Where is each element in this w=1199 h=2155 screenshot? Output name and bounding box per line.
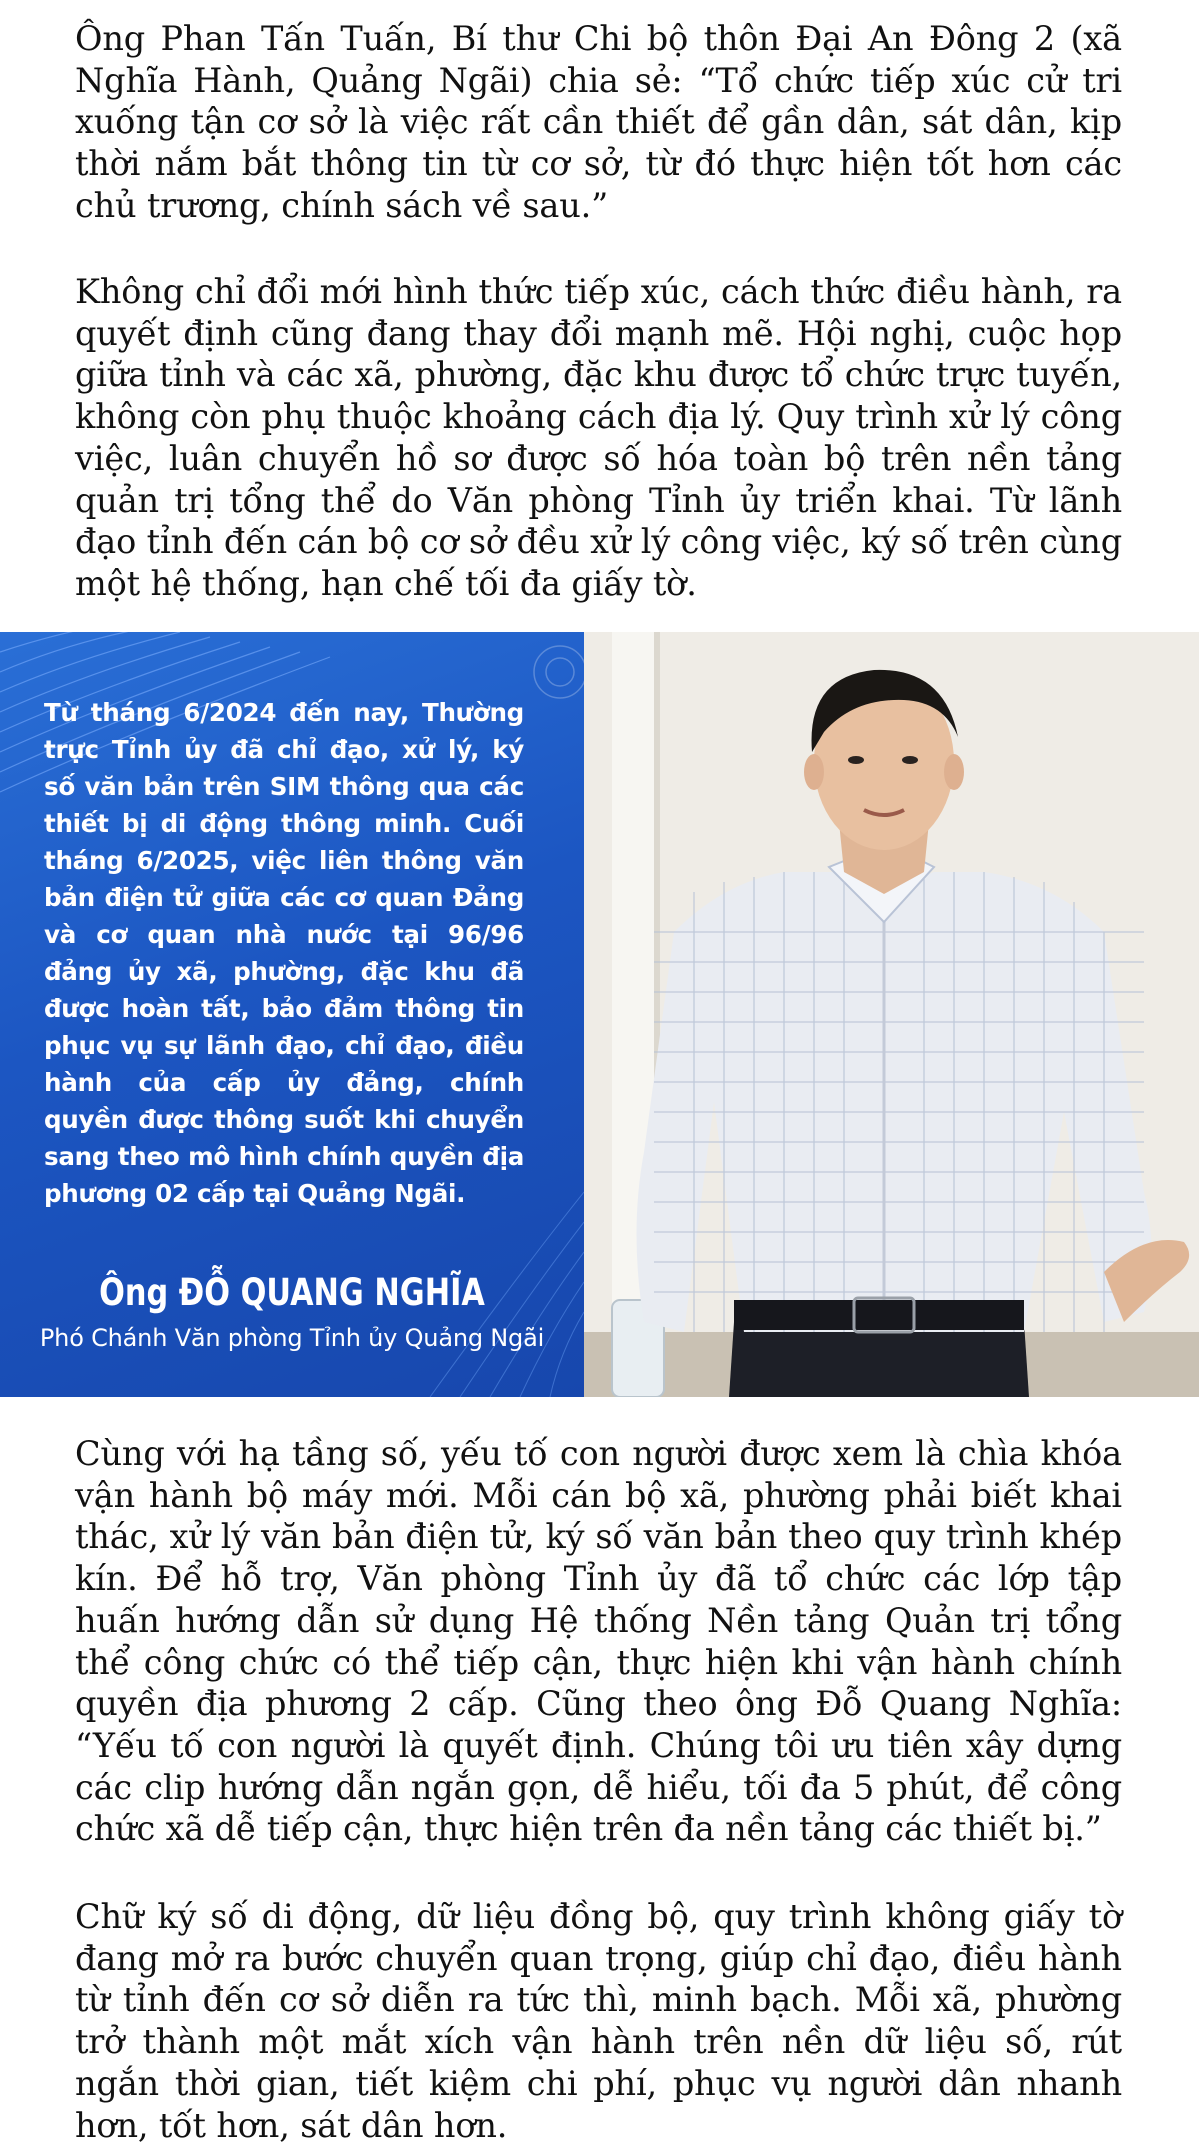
quote-panel bbox=[0, 632, 584, 1397]
article-paragraph-4: Chữ ký số di động, dữ liệu đồng bộ, quy trình không giấy tờ đang mở ra bước chuyển quan trọng, giúp chỉ đạo, điều hành từ tỉnh đến cơ sở diễn ra tức thì, minh bạch. Mỗi xã, phường trở thành một mắt xích vận hành trên nền dữ liệu số, rút ngắn thời gian, tiết kiệm chi phí, phục vụ người dân nhanh hơn, tốt hơn, sát dân hơn. bbox=[75, 1897, 1122, 2145]
article-paragraph-1: Ông Phan Tấn Tuấn, Bí thư Chi bộ thôn Đại An Đông 2 (xã Nghĩa Hành, Quảng Ngãi) chia sẻ: “Tổ chức tiếp xúc cử tri xuống tận cơ sở là việc rất cần thiết để gần dân, sát dân, kịp thời nắm bắt thông tin từ cơ sở, từ đó thực hiện tốt hơn các chủ trương, chính sách về sau.” bbox=[75, 19, 1122, 225]
speaker-role: Phó Chánh Văn phòng Tỉnh ủy Quảng Ngãi bbox=[39, 1324, 545, 1352]
article-paragraph-3: Cùng với hạ tầng số, yếu tố con người được xem là chìa khóa vận hành bộ máy mới. Mỗi cán bộ xã, phường phải biết khai thác, xử lý văn bản điện tử, ký số văn bản theo quy trình khép kín. Để hỗ trợ, Văn phòng Tỉnh ủy đã tổ chức các lớp tập huấn hướng dẫn sử dụng Hệ thống Nền tảng Quản trị tổng thể công chức có thể tiếp cận, thực hiện khi vận hành chính quyền địa phương 2 cấp. Cũng theo ông Đỗ Quang Nghĩa: “Yếu tố con người là quyết định. Chúng tôi ưu tiên xây dựng các clip hướng dẫn ngắn gọn, dễ hiểu, tối đa 5 phút, để công chức xã dễ tiếp cận, thực hiện trên đa nền tảng các thiết bị.” bbox=[75, 1434, 1122, 1849]
speaker-photo-illustration bbox=[584, 632, 1199, 1397]
quote-banner bbox=[0, 632, 1199, 1397]
article-paragraph-2: Không chỉ đổi mới hình thức tiếp xúc, cách thức điều hành, ra quyết định cũng đang thay đổi mạnh mẽ. Hội nghị, cuộc họp giữa tỉnh và các xã, phường, đặc khu được tổ chức trực tuyến, không còn phụ thuộc khoảng cách địa lý. Quy trình xử lý công việc, luân chuyển hồ sơ được số hóa toàn bộ trên nền tảng quản trị tổng thể do Văn phòng Tỉnh ủy triển khai. Từ lãnh đạo tỉnh đến cán bộ cơ sở đều xử lý công việc, ký số trên cùng một hệ thống, hạn chế tối đa giấy tờ. bbox=[75, 272, 1122, 603]
speaker-photo bbox=[584, 632, 1199, 1397]
quote-text: Từ tháng 6/2024 đến nay, Thường trực Tỉnh ủy đã chỉ đạo, xử lý, ký số văn bản trên SIM thông qua các thiết bị di động thông minh. Cuối tháng 6/2025, việc liên thông văn bản điện tử giữa các cơ quan Đảng và cơ quan nhà nước tại 96/96 đảng ủy xã, phường, đặc khu đã được hoàn tất, bảo đảm thông tin phục vụ sự lãnh đạo, chỉ đạo, điều hành của cấp ủy đảng, chính quyền được thông suốt khi chuyển sang theo mô hình chính quyền địa phương 02 cấp tại Quảng Ngãi. bbox=[44, 698, 524, 1208]
speaker-name: Ông ĐỖ QUANG NGHĨA bbox=[99, 1271, 485, 1314]
